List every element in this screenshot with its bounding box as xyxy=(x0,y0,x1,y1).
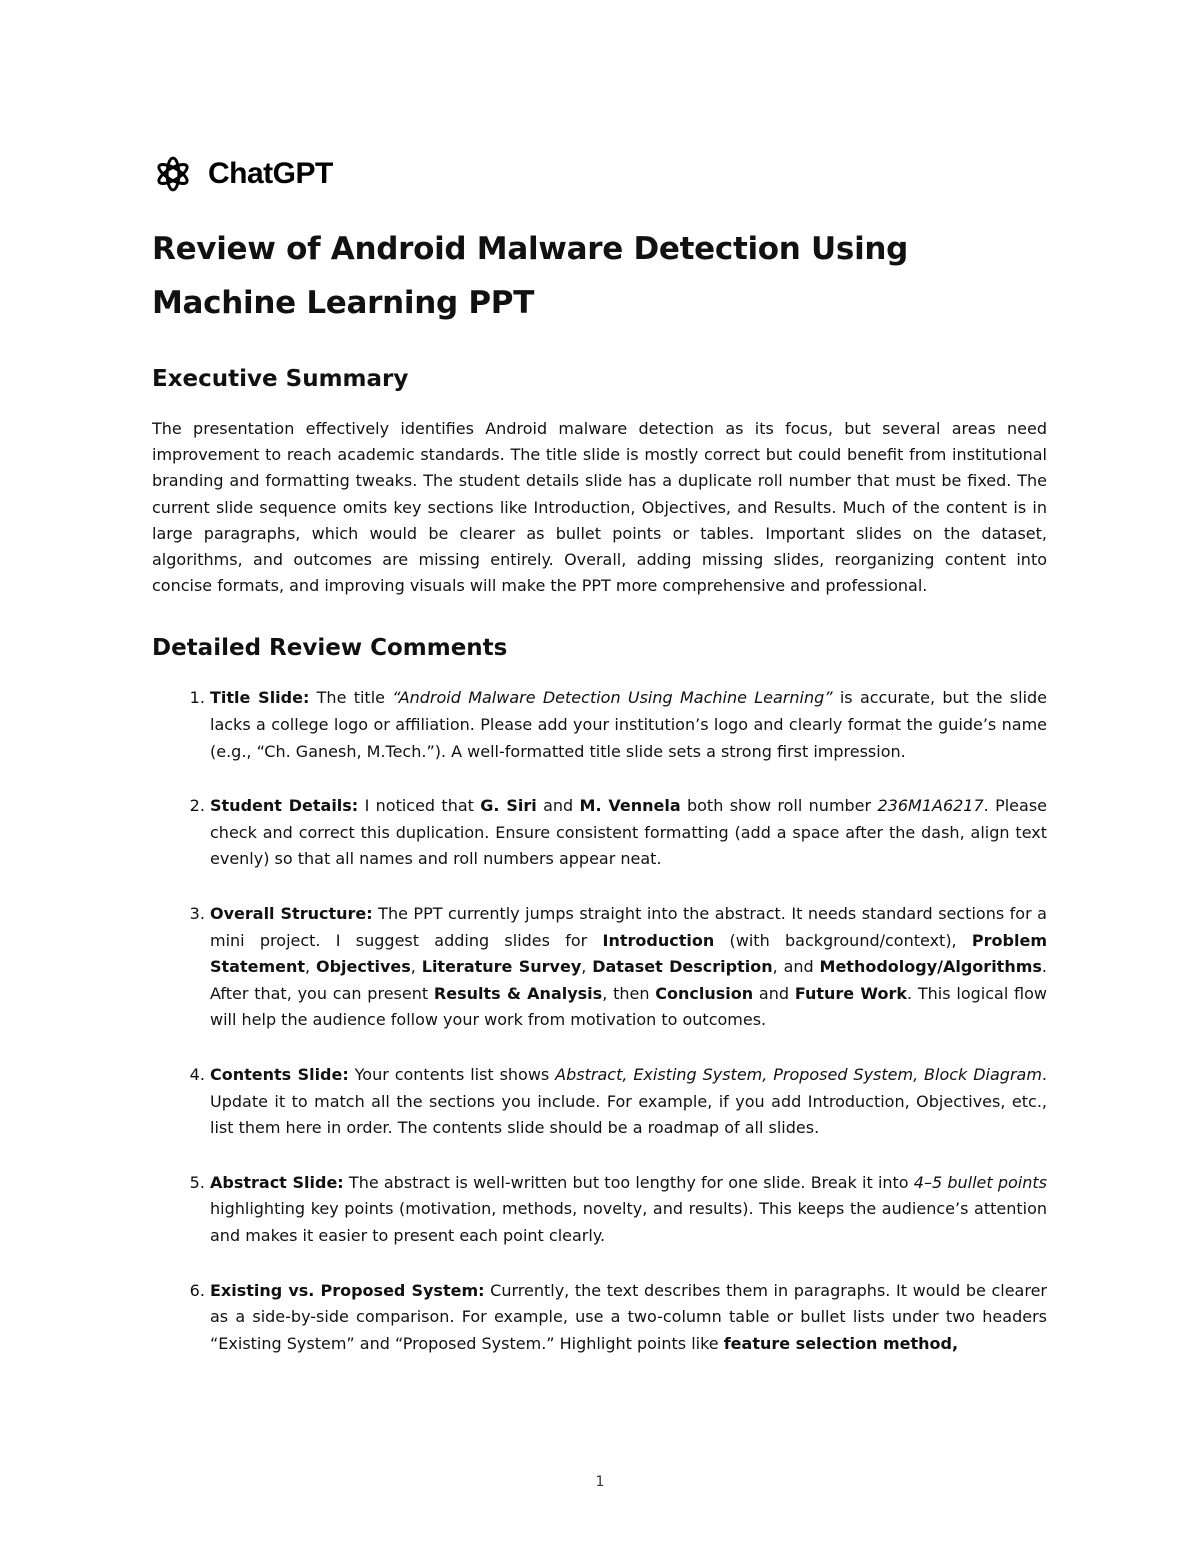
item-text: and xyxy=(753,983,795,1003)
item-bold: M. Vennela xyxy=(579,796,681,816)
review-item-title-slide xyxy=(210,685,1047,765)
detailed-review-heading: Detailed Review Comments xyxy=(152,635,508,662)
review-item-student-details xyxy=(210,793,1047,873)
item-bold: G. Siri xyxy=(480,796,537,816)
brand-logo xyxy=(152,152,333,196)
item-text: . Update it to match all the sections you include. For example, if you add Introduction, Objectives, etc., list them here in order. The contents slide should be a roadmap of all slides. xyxy=(210,1064,1048,1138)
review-item-abstract-slide xyxy=(210,1170,1047,1250)
item-text: . This logical flow will help the audience follow your work from motivation to outcomes. xyxy=(210,983,1048,1030)
item-text: , and xyxy=(772,957,820,977)
brand-name: ChatGPT xyxy=(208,157,333,190)
item-text: . Please check and correct this duplication. Ensure consistent formatting (add a space after the dash, align text evenly) so that all names and roll numbers appear neat. xyxy=(210,796,1048,869)
item-bold: Introduction xyxy=(602,930,715,950)
item-text: I noticed that xyxy=(358,796,481,816)
item-text: both show roll number xyxy=(680,796,878,816)
item-bold: Methodology/Algorithms xyxy=(819,957,1042,977)
page-number: 1 xyxy=(595,1474,605,1490)
item-text: The PPT currently jumps straight into the abstract. It needs standard sections for a mini project. I suggest adding slides for xyxy=(210,903,1047,950)
item-text: highlighting key points (motivation, methods, novelty, and results). This keeps the audience’s attention and makes it easier to present each point clearly. xyxy=(210,1199,1047,1245)
item-bold: feature selection method, xyxy=(723,1333,959,1353)
item-text: Currently, the text describes them in paragraphs. It would be clearer as a side-by-side comparison. For example, use a two-column table or bullet lists under two headers “Existing System” and “Proposed System.” Highlight points like xyxy=(210,1280,1048,1353)
item-label: Title Slide: xyxy=(210,688,310,708)
item-text: Your contents list shows xyxy=(348,1064,556,1084)
document-title: Review of Android Malware Detection Using Machine Learning PPT xyxy=(152,231,909,321)
item-text: , then xyxy=(602,983,656,1003)
item-bold: Conclusion xyxy=(655,983,754,1003)
item-text: The abstract is well-written but too lengthy for one slide. Break it into xyxy=(343,1172,914,1192)
item-label: Student Details: xyxy=(210,796,359,816)
item-emphasis: Abstract, Existing System, Proposed System, Block Diagram xyxy=(555,1064,1042,1084)
item-text: and xyxy=(536,796,580,816)
item-emphasis: 4–5 bullet points xyxy=(913,1172,1048,1192)
document-content xyxy=(152,222,1047,1385)
item-bold: Future Work xyxy=(794,983,908,1003)
item-bold: Results & Analysis xyxy=(433,983,603,1003)
item-bold: Dataset Description xyxy=(592,957,773,977)
item-label: Existing vs. Proposed System: xyxy=(210,1280,485,1300)
review-item-existing-vs-proposed xyxy=(210,1278,1047,1358)
item-text: . After that, you can present xyxy=(210,957,1047,1003)
item-emphasis: 236M1A6217 xyxy=(877,796,984,816)
executive-summary-text: The presentation effectively identifies Android malware detection as its focus, but several areas need improvement to reach academic standards. The title slide is mostly correct but could benefit from institutional branding and formatting tweaks. The student details slide has a duplicate roll number that must be fixed. The current slide sequence omits key sections like Introduction, Objectives, and Results. Much of the content is in large paragraphs, which would be clearer as bullet points or tables. Important slides on the dataset, algorithms, and outcomes are missing entirely. Overall, adding missing slides, reorganizing content into concise formats, and improving visuals will make the PPT more comprehensive and professional. xyxy=(152,419,1047,596)
item-text: is accurate, but the slide lacks a college logo or affiliation. Please add your institution’s logo and clearly format the guide’s name (e.g., “Ch. Ganesh, M.Tech.”). A well-formatted title slide sets a strong first impression. xyxy=(210,688,1048,761)
review-item-overall-structure xyxy=(210,901,1047,1034)
item-label: Overall Structure: xyxy=(210,903,373,923)
item-emphasis: “Android Malware Detection Using Machine Learning” xyxy=(392,688,833,708)
item-text: The title xyxy=(309,688,393,708)
item-bold: Problem Statement xyxy=(210,930,1047,977)
review-comments-list xyxy=(152,685,1047,1357)
item-text: , xyxy=(305,957,316,977)
openai-logo-icon xyxy=(152,153,194,195)
executive-summary-heading: Executive Summary xyxy=(152,366,409,392)
review-item-contents-slide xyxy=(210,1062,1047,1142)
item-text: , xyxy=(410,957,422,977)
item-bold: Objectives xyxy=(315,957,411,977)
item-text: , xyxy=(581,957,593,977)
item-bold: Literature Survey xyxy=(421,957,582,977)
item-label: Contents Slide: xyxy=(210,1064,349,1084)
item-label: Abstract Slide: xyxy=(210,1172,344,1192)
item-text: (with background/context), xyxy=(714,930,972,950)
